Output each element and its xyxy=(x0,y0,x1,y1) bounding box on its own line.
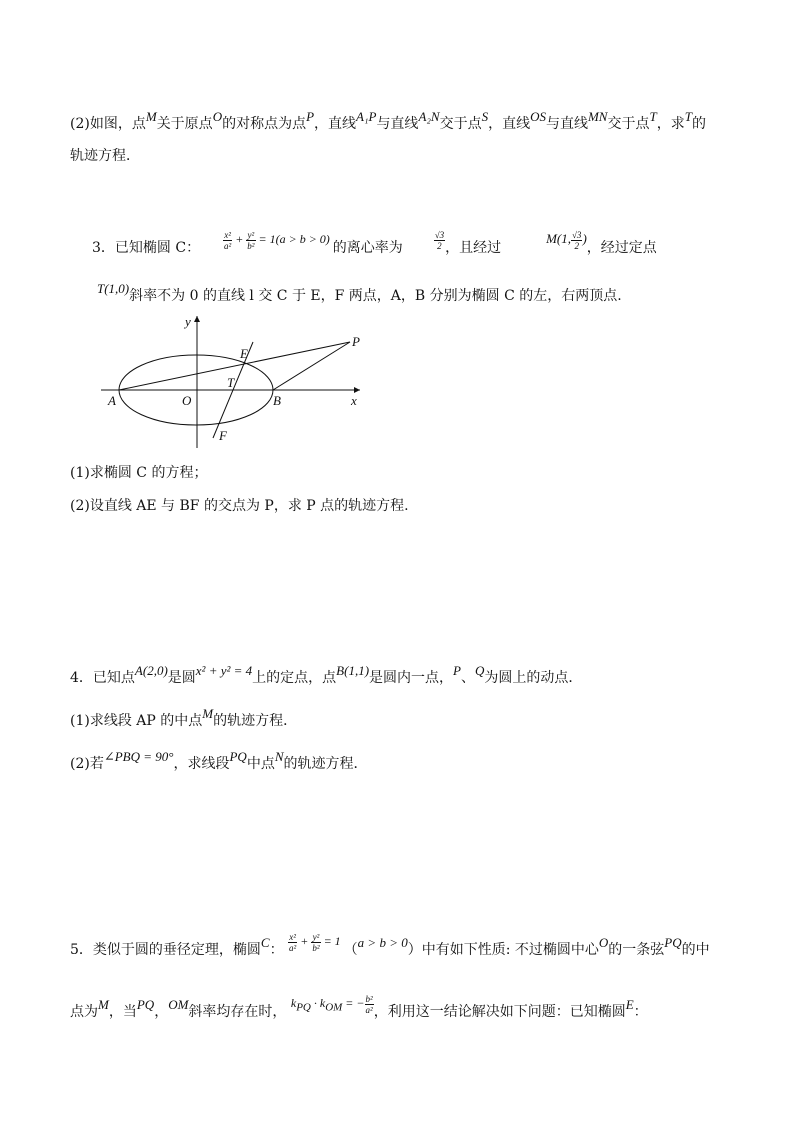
line-BP xyxy=(273,342,350,390)
point-M: M(1, $\frac{√3}{2}$ ) xyxy=(546,229,587,251)
ellipse-figure xyxy=(95,312,375,452)
label-P: P xyxy=(352,334,360,349)
q3-line1: 3．已知椭圆 C： $\frac{\text{x²}}{\text{a²}}$ + $\frac{\text{y²}}{\text{b²}}$ = 1(a > b > 0) 的离心率为 $\frac{√3}{2}$ ，且经过 M(1, $\frac{√3}{2}$ )，经过定点 xyxy=(92,229,657,256)
q5-line2: 点为M，当PQ，OM斜率均存在时， $k_{PQ} \cdot k_{OM}$ = − $\frac{\text{b²}}{\text{a²}}$ ，利用这一结论解决如下问题：已知椭圆E： xyxy=(70,993,648,1020)
label-x: x xyxy=(351,393,357,408)
label-y: y xyxy=(185,314,191,329)
q3-sub1: (1)求椭圆 C 的方程； xyxy=(70,465,208,481)
eccentricity-fraction: $\frac{√3}{2}$ xyxy=(434,229,445,251)
q2-part2-line1: (2)如图，点M关于原点O的对称点为点P，直线A₁P与直线A₂N交于点S，直线OS与直线MN交于点T，求T的 xyxy=(70,109,706,132)
label-O: O xyxy=(182,393,192,408)
q3-sub2: (2)设直线 AE 与 BF 的交点为 P，求 P 点的轨迹方程. xyxy=(70,498,409,514)
q3-line2: T(1,0)斜率不为 0 的直线 l 交 C 于 E，F 两点，A，B 分别为椭圆 C 的左，右两顶点. xyxy=(97,281,622,304)
label-A: A xyxy=(108,393,116,408)
slope-product-expression: $k_{PQ} \cdot k_{OM}$ = − $\frac{\text{b²}}{\text{a²}}$ xyxy=(290,993,373,1015)
q4-line1: 4．已知点A(2,0)是圆x² + y² = 4上的定点，点B(1,1)是圆内一点，P、Q为圆上的动点． xyxy=(70,663,583,686)
ellipse-equation: $\frac{\text{x²}}{\text{a²}}$ + $\frac{\text{y²}}{\text{b²}}$ = 1(a > b > 0) xyxy=(223,229,330,251)
label-F: F xyxy=(219,428,227,443)
line-AP xyxy=(119,342,350,390)
q2-part2-line2: 轨迹方程． xyxy=(70,148,140,164)
q4-sub1: (1)求线段 AP 的中点M的轨迹方程． xyxy=(70,706,298,729)
q5-ellipse-equation: $\frac{\text{x²}}{\text{a²}}$ + $\frac{\text{y²}}{\text{b²}}$ = 1 xyxy=(289,931,341,953)
label-T: T xyxy=(227,375,235,390)
label-B: B xyxy=(273,393,281,408)
q5-line1: 5．类似于圆的垂径定理，椭圆C： $\frac{\text{x²}}{\text{a²}}$ + $\frac{\text{y²}}{\text{b²}}$ = 1 （a > b > 0）中有如下性质: 不过椭圆中心O的一条弦PQ的中 xyxy=(70,931,710,958)
label-E: E xyxy=(240,346,248,361)
q4-sub2: (2)若∠PBQ = 90°，求线段PQ中点N的轨迹方程． xyxy=(70,749,368,772)
